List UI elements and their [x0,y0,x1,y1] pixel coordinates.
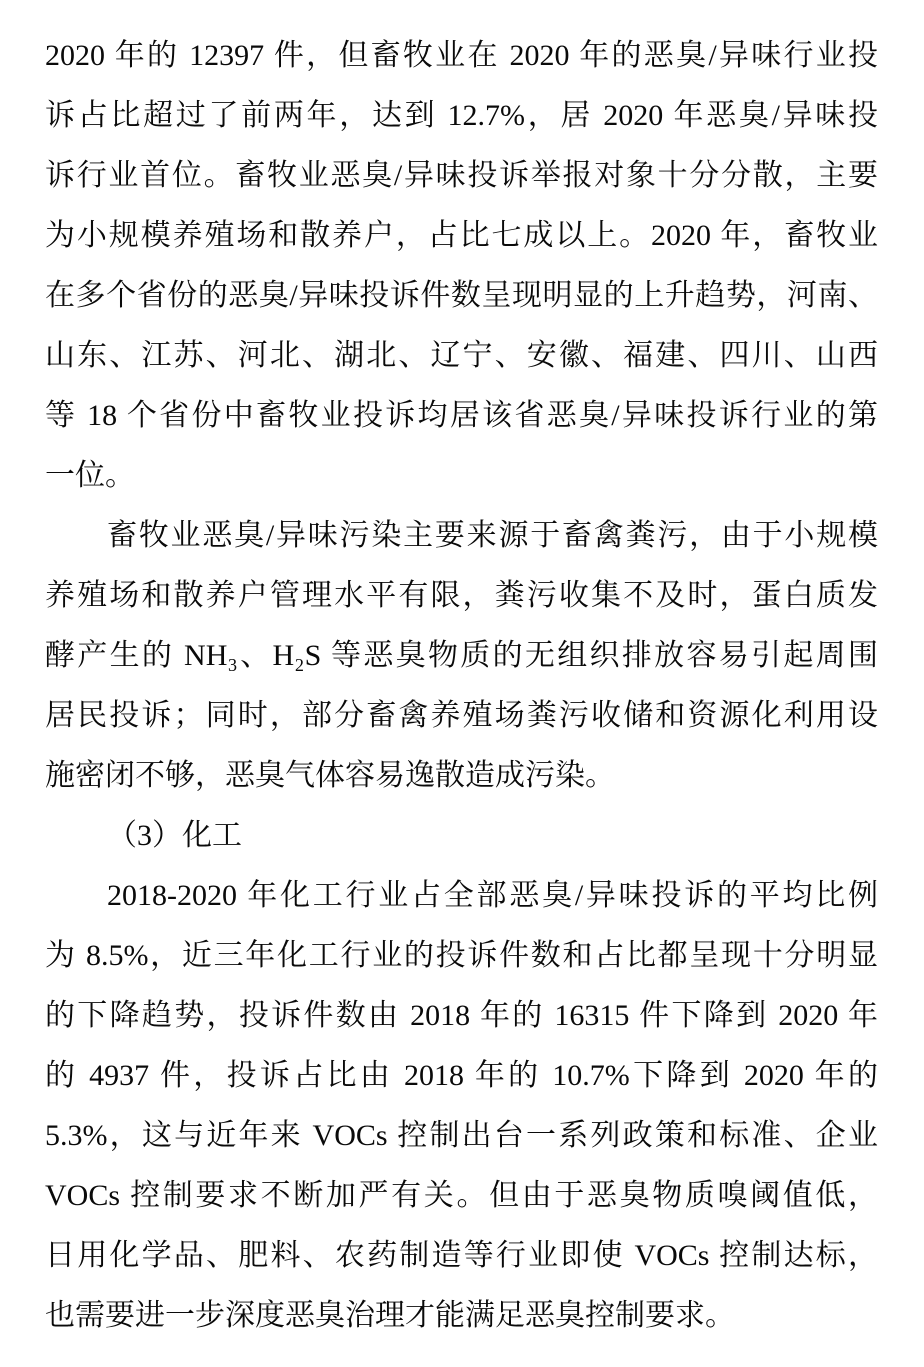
text-line: 为 8.5%，近三年化工行业的投诉件数和占比都呈现十分明显 [45,939,878,972]
text-line: 5.3%，这与近年来 VOCs 控制出台一系列政策和标准、企业 [45,1119,878,1152]
text-line: 的下降趋势，投诉件数由 2018 年的 16315 件下降到 2020 年 [45,999,878,1032]
text-line: 养殖场和散养户管理水平有限，粪污收集不及时，蛋白质发 [45,579,878,612]
text-line: 日用化学品、肥料、农药制造等行业即使 VOCs 控制达标， [45,1239,878,1272]
text-line paragraph-end: 施密闭不够，恶臭气体容易逸散造成污染。 [45,759,615,792]
text-line: 的 4937 件，投诉占比由 2018 年的 10.7%下降到 2020 年的 [45,1059,878,1092]
text-line: VOCs 控制要求不断加严有关。但由于恶臭物质嗅阈值低， [45,1179,878,1212]
text-line paragraph-start: 畜牧业恶臭/异味污染主要来源于畜禽粪污，由于小规模 [107,519,878,552]
section-heading: （3）化工 [107,819,242,852]
text-line paragraph-end: 也需要进一步深度恶臭治理才能满足恶臭控制要求。 [45,1299,735,1332]
text-line: 诉行业首位。畜牧业恶臭/异味投诉举报对象十分分散，主要 [45,159,878,192]
text-line: 居民投诉；同时，部分畜禽养殖场粪污收储和资源化利用设 [45,699,878,732]
document-text-block [45,26,878,1346]
text-line: 在多个省份的恶臭/异味投诉件数呈现明显的上升趋势，河南、 [45,279,878,312]
text-line: 等 18 个省份中畜牧业投诉均居该省恶臭/异味投诉行业的第 [45,399,878,432]
text-line: 山东、江苏、河北、湖北、辽宁、安徽、福建、四川、山西 [45,339,878,372]
text-line paragraph-end: 一位。 [45,459,135,492]
text-line: 酵产生的 NH₃、H₂S 等恶臭物质的无组织排放容易引起周围 [45,639,878,672]
text-line: 诉占比超过了前两年，达到 12.7%，居 2020 年恶臭/异味投 [45,99,878,132]
text-line: 为小规模养殖场和散养户，占比七成以上。2020 年，畜牧业 [45,219,878,252]
text-line paragraph-start: 2018-2020 年化工行业占全部恶臭/异味投诉的平均比例 [107,879,878,912]
text-line: 2020 年的 12397 件，但畜牧业在 2020 年的恶臭/异味行业投 [45,39,878,72]
